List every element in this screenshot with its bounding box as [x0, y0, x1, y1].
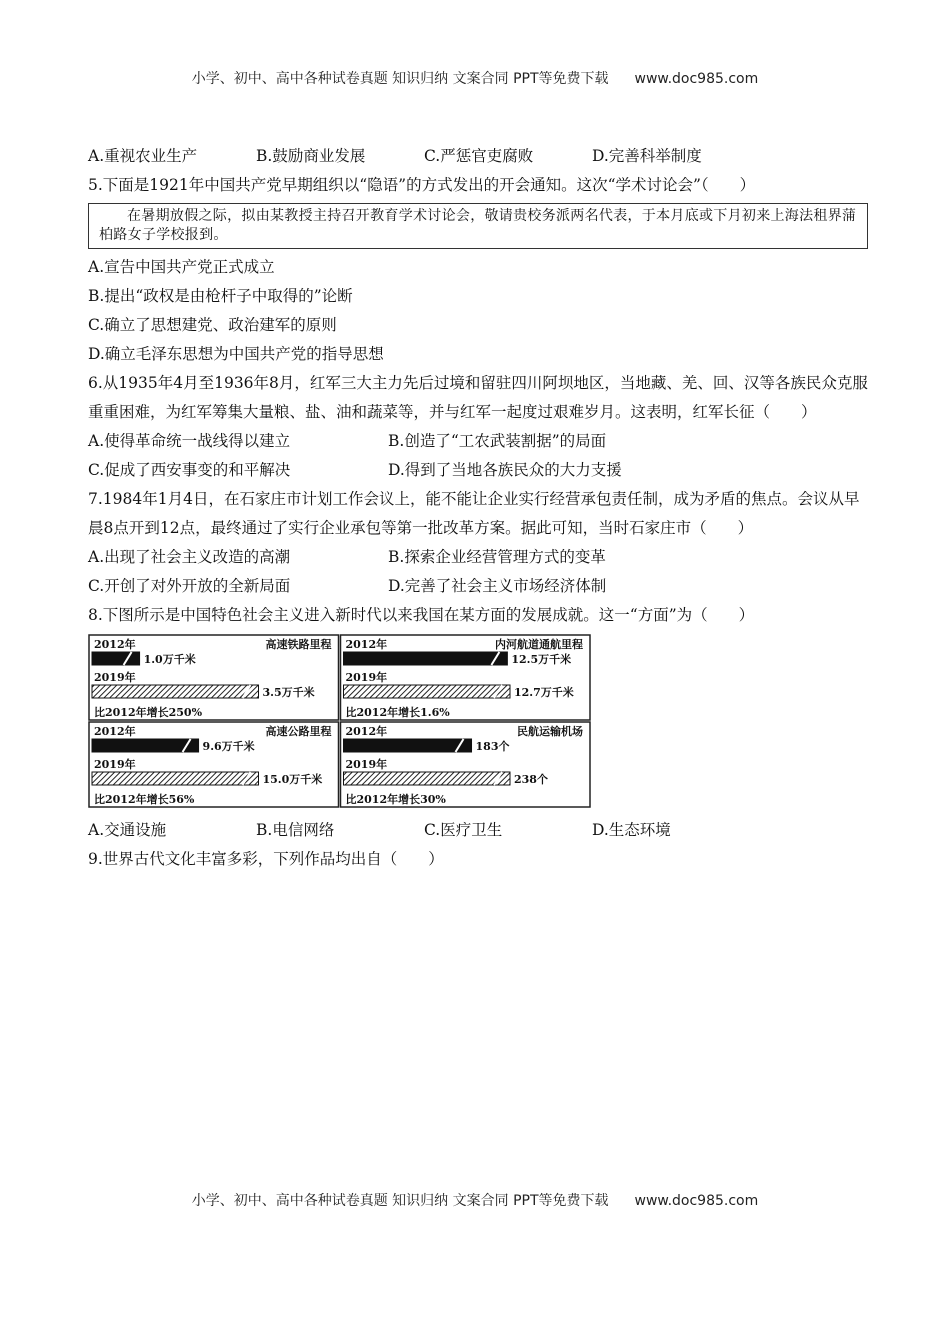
q6-option-a: A.使得革命统一战线得以建立	[88, 432, 291, 450]
q6-option-c: C.促成了西安事变的和平解决	[88, 461, 291, 479]
q8-options	[88, 816, 868, 845]
q6-options-row1	[88, 427, 868, 456]
q4-option-a: A.重视农业生产	[88, 147, 198, 165]
q6-option-b: B.创造了“工农武装割据”的局面	[388, 432, 607, 450]
q4-option-d: D.完善科举制度	[592, 147, 702, 165]
chart-value-label: 1.0万千米	[143, 653, 196, 666]
q5-notice-box	[88, 203, 868, 249]
q6-stem: 6.从1935年4月至1936年8月，红军三大主力先后过境和留驻四川阿坝地区，当地藏、羌、回、汉等各族民众克服重重困难，为红军筹集大量粮、盐、油和蔬菜等，并与红军一起度过艰难岁月。这表明，红军长征（ ）	[88, 374, 868, 421]
q5-option-c: C.确立了思想建党、政治建军的原则	[88, 316, 337, 334]
q8-stem: 8.下图所示是中国特色社会主义进入新时代以来我国在某方面的发展成就。这一“方面”为（ ）	[88, 606, 755, 624]
page-footer	[0, 1190, 950, 1210]
chart-panel-title: 民航运输机场	[517, 725, 583, 738]
q7-options-row2	[88, 572, 868, 601]
chart-value-label: 183个	[475, 740, 510, 753]
chart-bar	[92, 772, 259, 785]
q8-option-c: C.医疗卫生	[424, 821, 503, 839]
chart-category-label: 2019年	[345, 671, 388, 684]
footer-text: 小学、初中、高中各种试卷真题 知识归纳 文案合同 PPT等免费下载	[191, 1193, 609, 1209]
chart-category-label: 2019年	[94, 671, 136, 684]
chart-panel-title: 内河航道通航里程	[495, 638, 583, 651]
q4-option-c: C.严惩官吏腐败	[424, 147, 534, 165]
page-header	[0, 68, 950, 88]
chart-bar	[344, 739, 472, 752]
exam-content	[88, 142, 868, 874]
q8-chart	[88, 634, 591, 808]
chart-bar	[92, 652, 140, 665]
chart-value-label: 15.0万千米	[262, 773, 323, 786]
footer-site: www.doc985.com	[634, 1193, 759, 1209]
chart-growth-label: 比2012年增长1.6%	[345, 706, 450, 719]
chart-value-label: 12.5万千米	[511, 653, 572, 666]
q6-option-d: D.得到了当地各族民众的大力支援	[388, 461, 622, 479]
q7-option-c: C.开创了对外开放的全新局面	[88, 577, 291, 595]
q5-stem: 5.下面是1921年中国共产党早期组织以“隐语”的方式发出的开会通知。这次“学术讨论会”（ ）	[88, 176, 756, 194]
chart-category-label: 2012年	[94, 638, 136, 651]
q5-option-a: A.宣告中国共产党正式成立	[88, 258, 275, 276]
header-site: www.doc985.com	[634, 71, 759, 87]
chart-category-label: 2019年	[94, 758, 136, 771]
q7-options-row1	[88, 543, 868, 572]
q5-notice-text: 在暑期放假之际，拟由某教授主持召开教育学术讨论会，敬请贵校务派两名代表，于本月底或下月初来上海法租界蒲柏路女子学校报到。	[99, 208, 857, 243]
chart-bar	[344, 685, 511, 698]
q5-option-b: B.提出“政权是由枪杆子中取得的”论断	[88, 287, 353, 305]
q8-option-b: B.电信网络	[256, 821, 335, 839]
chart-growth-label: 比2012年增长30%	[345, 793, 446, 806]
chart-value-label: 238个	[514, 773, 548, 786]
chart-bar	[92, 685, 259, 698]
header-text: 小学、初中、高中各种试卷真题 知识归纳 文案合同 PPT等免费下载	[191, 71, 609, 87]
q7-option-a: A.出现了社会主义改造的高潮	[88, 548, 291, 566]
q4-options	[88, 142, 868, 171]
chart-bar	[92, 739, 199, 752]
chart-panel-title: 高速铁路里程	[265, 638, 332, 651]
q6-options-row2	[88, 456, 868, 485]
chart-category-label: 2012年	[345, 725, 388, 738]
q8-option-a: A.交通设施	[88, 821, 167, 839]
chart-panel-title: 高速公路里程	[265, 725, 332, 738]
chart-bar	[344, 772, 511, 785]
q4-option-b: B.鼓励商业发展	[256, 147, 366, 165]
q7-option-d: D.完善了社会主义市场经济体制	[388, 577, 607, 595]
chart-growth-label: 比2012年增长250%	[94, 706, 203, 719]
q8-option-d: D.生态环境	[592, 821, 671, 839]
chart-value-label: 9.6万千米	[202, 740, 255, 753]
q8-figure	[88, 634, 591, 808]
chart-category-label: 2012年	[345, 638, 388, 651]
chart-category-label: 2019年	[345, 758, 388, 771]
chart-value-label: 3.5万千米	[262, 686, 315, 699]
q7-stem: 7.1984年1月4日，在石家庄市计划工作会议上，能不能让企业实行经营承包责任制，成为矛盾的焦点。会议从早晨8点开到12点，最终通过了实行企业承包等第一批改革方案。据此可知，当时石家庄市（ ）	[88, 490, 860, 537]
chart-value-label: 12.7万千米	[514, 686, 574, 699]
q9-stem: 9.世界古代文化丰富多彩，下列作品均出自（ ）	[88, 850, 444, 868]
q5-option-d: D.确立毛泽东思想为中国共产党的指导思想	[88, 345, 384, 363]
chart-bar	[344, 652, 508, 665]
q7-option-b: B.探索企业经营管理方式的变革	[388, 548, 606, 566]
chart-growth-label: 比2012年增长56%	[94, 793, 195, 806]
chart-category-label: 2012年	[94, 725, 136, 738]
